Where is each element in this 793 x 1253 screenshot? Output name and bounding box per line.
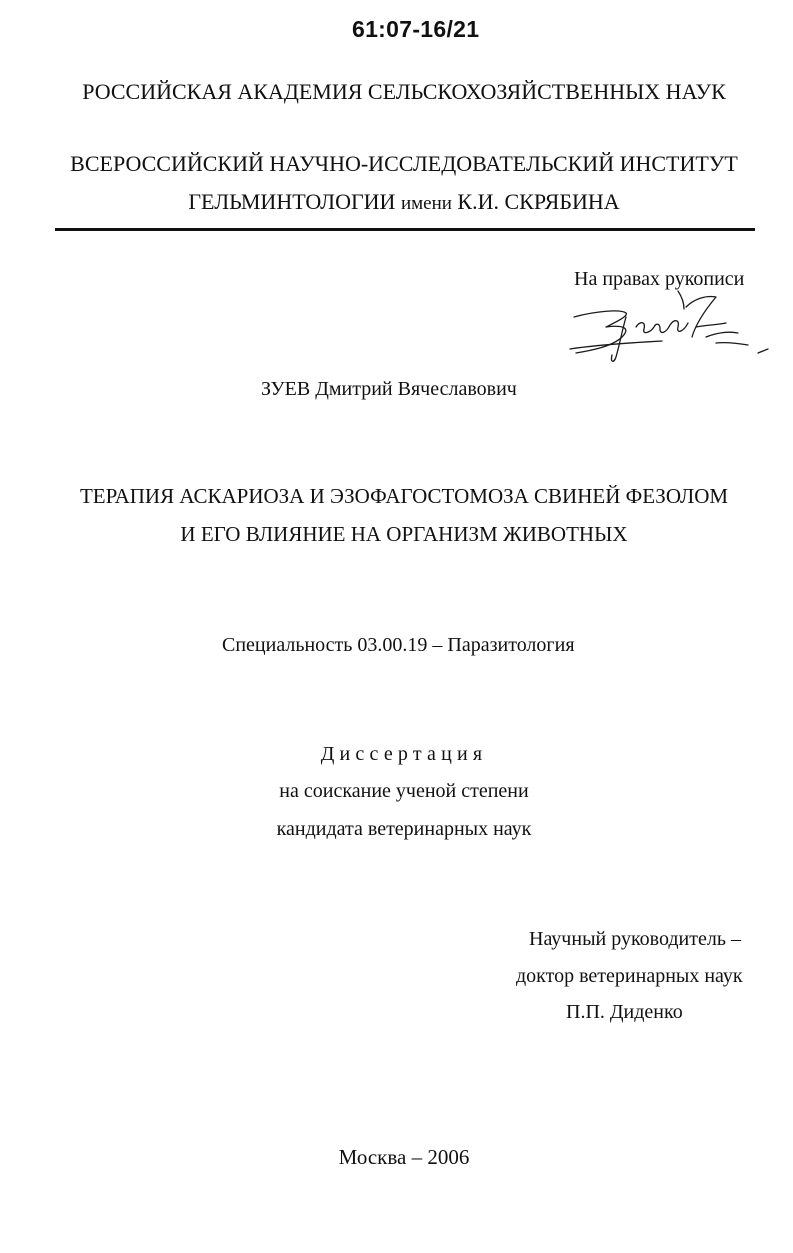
dissertation-label: Диссертация	[320, 743, 488, 765]
supervisor-role: Научный руководитель –	[529, 928, 741, 950]
author-name: ЗУЕВ Дмитрий Вячеславович	[261, 378, 517, 400]
institute-name-line1: ВСЕРОССИЙСКИЙ НАУЧНО-ИССЛЕДОВАТЕЛЬСКИЙ ИНСТИТУТ	[70, 151, 738, 176]
degree-line2: кандидата ветеринарных наук	[276, 818, 532, 840]
degree-line1: на соискание ученой степени	[279, 780, 529, 802]
dissertation-title-line2: И ЕГО ВЛИЯНИЕ НА ОРГАНИЗМ ЖИВОТНЫХ	[180, 522, 628, 546]
institute-name-of: имени	[400, 193, 452, 214]
catalog-number: 61:07-16/21	[352, 16, 480, 42]
specialty: Специальность 03.00.19 – Паразитология	[222, 634, 575, 656]
manuscript-rights: На правах рукописи	[574, 268, 745, 290]
dissertation-title-line1: ТЕРАПИЯ АСКАРИОЗА И ЭЗОФАГОСТОМОЗА СВИНЕЙ ФЕЗОЛОМ	[79, 484, 729, 508]
handwritten-signature	[566, 287, 776, 367]
institute-name-part: ГЕЛЬМИНТОЛОГИИ	[188, 189, 396, 214]
institute-name-person: К.И. СКРЯБИНА	[457, 189, 620, 214]
supervisor-name: П.П. Диденко	[566, 1001, 683, 1023]
header-divider	[55, 228, 755, 231]
institute-name-line2	[0, 191, 793, 213]
academy-name: РОССИЙСКАЯ АКАДЕМИЯ СЕЛЬСКОХОЗЯЙСТВЕННЫХ НАУК	[82, 79, 726, 104]
supervisor-degree: доктор ветеринарных наук	[516, 965, 743, 987]
city-year: Москва – 2006	[338, 1145, 470, 1169]
